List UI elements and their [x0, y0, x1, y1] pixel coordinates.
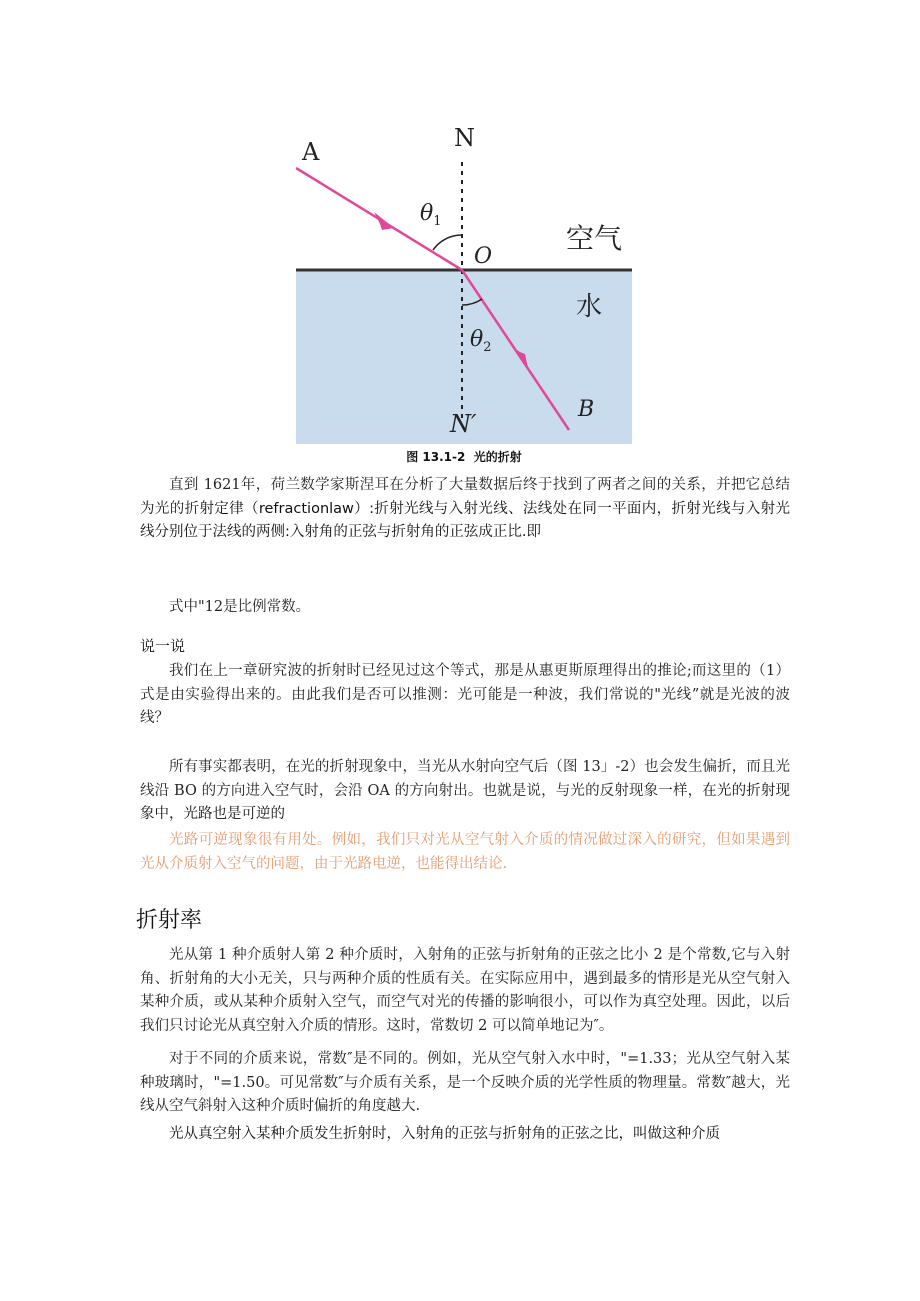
- refraction-diagram: [296, 118, 632, 444]
- section-heading-talk: 说一说: [140, 637, 186, 655]
- label-a: A: [302, 138, 320, 166]
- label-water: 水: [576, 292, 603, 322]
- refraction-figure: [296, 118, 632, 444]
- reversibility-statement: 在光的折射现象中，光路也是可逆的: [140, 782, 791, 822]
- index-definition: 光从真空射入某种介质发生折射时，入射角的正弦与折射角的正弦之比，叫做这种介质: [169, 1126, 720, 1142]
- label-o: O: [474, 244, 493, 269]
- caption-number: 图 13.1-2: [406, 450, 466, 464]
- reversibility-text: 所有事实都表明，在光的折射现象中，当光从水射向空气后（图 13」-2）也会发生偏折，而且光线沿 BO 的方向进入空气时，会沿 OA 的方向射出。也就是说，与光的反射现象一样，: [140, 759, 790, 799]
- figure-caption: [296, 448, 632, 465]
- label-b: B: [578, 397, 595, 422]
- label-n-prime: N′: [450, 410, 477, 438]
- snell-law-statement: 射定律（refractionlaw）:折射光线与入射光线、法线处在同一平面内，折射光线与入射光线分别位于法线的两侧:入射角的正弦与折射角的正弦成正比.即: [140, 500, 791, 540]
- formula-note: 式中"12是比例常数。: [169, 599, 311, 615]
- talk-paragraph: 我们在上一章研究波的折射时已经见过这个等式，那是从惠更斯原理得出的推论;而这里的（1）式是由实验得出来的。由此我们是否可以推测：光可能是一种波，我们常说的"光线”就是光波的波线？: [140, 663, 790, 726]
- index-paragraph-2: 对于不同的介质来说，常数″是不同的。例如，光从空气射入水中时，"=1.33；光从空气射入某种玻璃时，"=1.50。可见常数″与介质有关系，是一个反映介质的光学性质的物理量。常数″越大，光线从空气斜射入这种介质时偏折的角度越大.: [140, 1051, 790, 1114]
- label-n: N: [454, 124, 475, 152]
- reversibility-paragraph: [140, 756, 790, 827]
- label-theta2: $\theta_2$: [470, 327, 492, 355]
- index-paragraph-1: 光从第 1 种介质射人第 2 种介质时，入射角的正弦与折射角的正弦之比小 2 是个常数,它与入射角、折射角的大小无关，只与两种介质的性质有关。在实际应用中，遇到最多的情形是光从空气射入某种介质，或从某种介质射入空气，而空气对光的传播的影响很小，可以作为真空处理。因此，以后我们只讨论光从真空射入介质的情形。这时，常数切 2 可以简单地记为″。: [140, 947, 790, 1034]
- snell-law-intro: 直到 1621年，荷兰数学家斯涅耳在分析了大量数据后终于找到了两者之间的关系，并把它总结为光的折: [140, 477, 790, 517]
- snell-law-paragraph: [140, 474, 790, 545]
- label-theta1: $\theta_1$: [420, 201, 442, 229]
- section-heading-refractive-index: 折射率: [136, 908, 203, 933]
- caption-title: 光的折射: [473, 450, 522, 464]
- label-air: 空气: [566, 222, 623, 255]
- reversibility-application: 光路可逆现象很有用处。例如，我们只对光从空气射入介质的情况做过深入的研究，但如果遇到光从介质射入空气的问题，由于光路电逆，也能得出结论.: [140, 832, 790, 872]
